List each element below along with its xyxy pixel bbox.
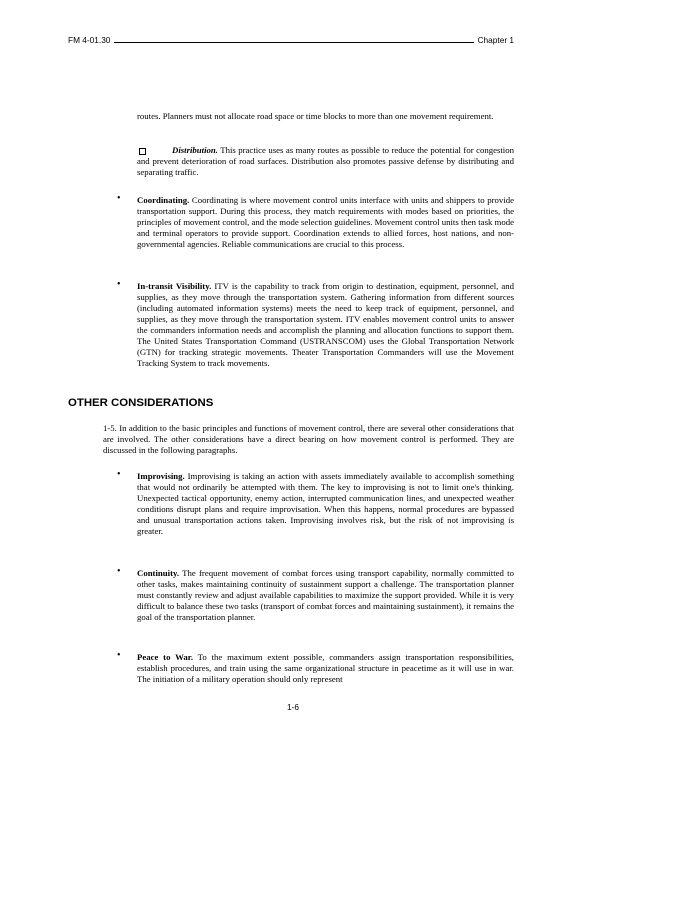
bullet-icon: • <box>117 469 121 480</box>
paragraph-peace-to-war: Peace to War. To the maximum extent possible, commanders assign transportation responsibilities, establish procedures, and train using the same organizational structure in peacetime as it will use in war. The initiation of a military operation should only represent <box>137 652 514 685</box>
paragraph-routes: routes. Planners must not allocate road space or time blocks to more than one movement requirement. <box>137 111 494 121</box>
bullet-icon: • <box>117 279 121 290</box>
bullet-icon: • <box>117 193 121 204</box>
paragraph-in-transit-visibility: In-transit Visibility. ITV is the capability to track from origin to destination, equipment, personnel, and supplies, as they move through the transportation system. Gathering information from different sources (including automated information systems) meets the need to keep track of equipment, personnel, and supplies, as they move through the transportation system. ITV enables movement control units to answer the commanders information needs and accomplish the planning and allocation functions to support them. The United States Transportation Command (USTRANSCOM) uses the Global Transportation Network (GTN) for tracking strategic movements. Theater Transportation Commanders will use the Movement Tracking System to track movements. <box>137 281 515 369</box>
running-header <box>68 33 514 45</box>
paragraph-coordinating: Coordinating. Coordinating is where movement control units interface with units and shippers to provide transportation support. During this process, they match requirements with modes based on priorities, the principles of movement control, and the mode selection guidelines. Movement control units then task mode and terminal operators to provide support. Coordination extends to allied forces, host nations, and non-governmental agencies. Reliable communications are crucial to this process. <box>137 195 514 250</box>
paragraph-distribution: Distribution. This practice uses as many routes as possible to reduce the potential for congestion and prevent deterioration of road surfaces. Distribution also promotes passive defense by distributing and separating traffic. <box>137 145 514 178</box>
bullet-icon: • <box>117 566 121 577</box>
page-number: 1-6 <box>287 702 299 712</box>
bullet-icon: • <box>117 650 121 661</box>
header-rule <box>114 42 473 43</box>
paragraph-1-5: 1-5. In addition to the basic principles and functions of movement control, there are several other considerations that are involved. The other considerations have a direct bearing on how movement control is performed. They are discussed in the following paragraphs. <box>103 423 514 456</box>
header-right: Chapter 1 <box>477 35 514 45</box>
header-left: FM 4-01.30 <box>68 35 111 45</box>
section-heading: OTHER CONSIDERATIONS <box>68 397 214 409</box>
paragraph-continuity: Continuity. The frequent movement of combat forces using transport capability, normally committed to other tasks, makes maintaining continuity of sustainment support a challenge. The transportation planner must constantly review and adjust available capabilities to maximize the support provided. While it is very difficult to balance these two tasks (transport of combat forces and maintaining sustainment), it remains the goal of the transportation planner. <box>137 568 514 623</box>
paragraph-improvising: Improvising. Improvising is taking an action with assets immediately available to accomplish something that would not ordinarily be attempted with them. The key to improvising is not to limit one's thinking. Unexpected tactical opportunity, enemy action, interrupted communication lines, and unexpected weather conditions disrupt plans and require improvisation. When this happens, normal procedures are bypassed and unusual transportation actions taken. Improvising involves risk, but the risk of not improvising is greater. <box>137 471 514 537</box>
